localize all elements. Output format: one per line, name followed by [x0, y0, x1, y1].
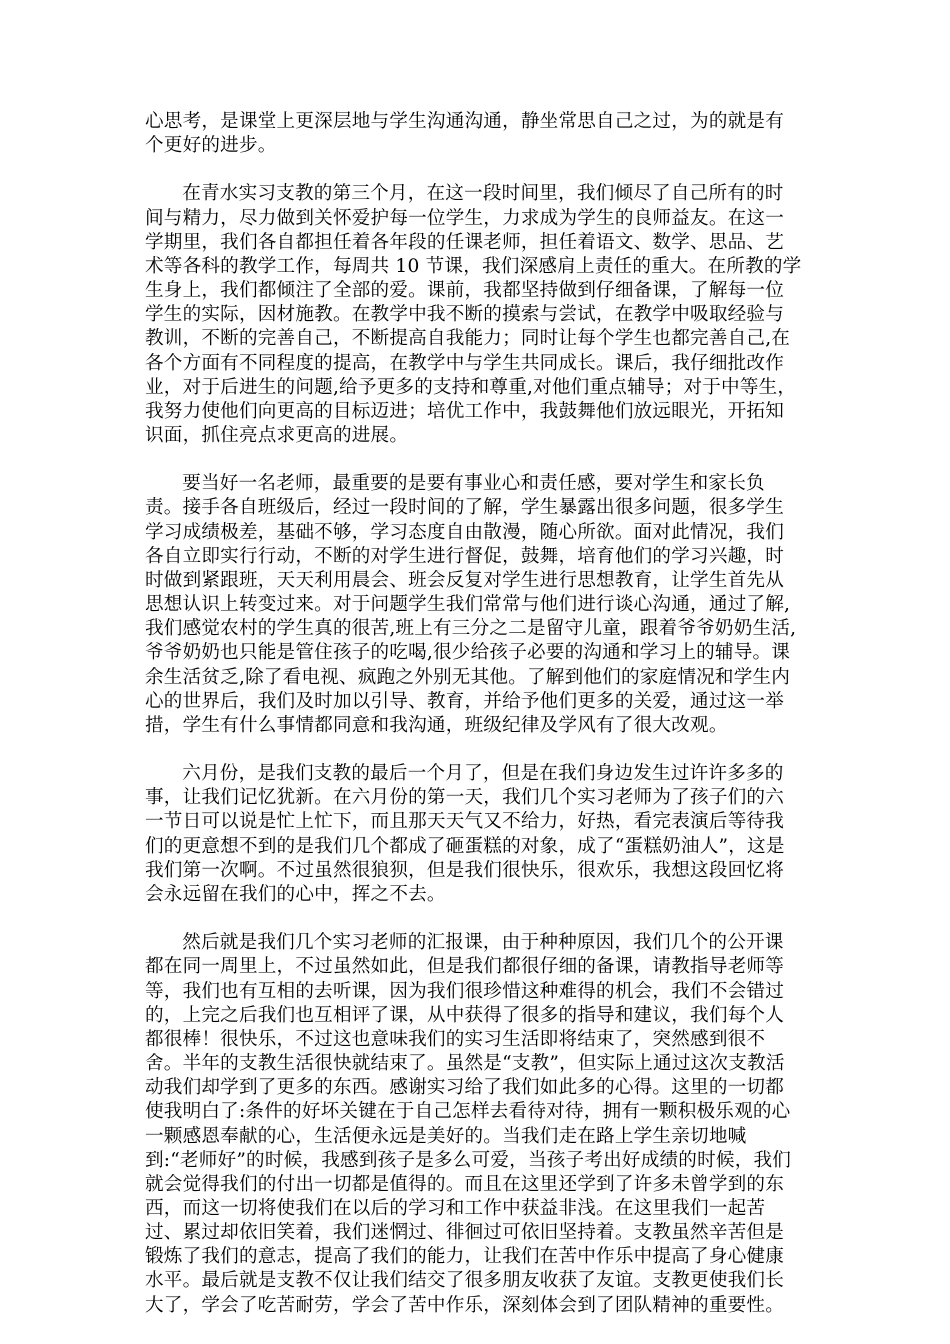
text-line: 水平。最后就是支教不仅让我们结交了很多朋友收获了友谊。支教更使我们长 — [145, 1270, 784, 1292]
paragraph — [145, 182, 810, 448]
text-line: 学生的实际，因材施教。在教学中我不断的摸索与尝试，在教学中吸取经验与 — [145, 304, 784, 326]
paragraph — [145, 110, 810, 158]
text-line: 间与精力，尽力做到关怀爱护每一位学生，力求成为学生的良师益友。在这一 — [145, 207, 784, 229]
text-line: 到:“老师好”的时候，我感到孩子是多么可爱，当孩子考出好成绩的时候，我们 — [145, 1149, 792, 1171]
text-line: 在青水实习支教的第三个月，在这一段时间里，我们倾尽了自己所有的时 — [182, 183, 784, 205]
text-line: 术等各科的教学工作，每周共 10 节课，我们深感肩上责任的重大。在所教的学 — [145, 255, 802, 277]
text-line: 过、累过却依旧笑着，我们迷惘过、徘徊过可依旧坚持着。支教虽然辛苦但是 — [145, 1222, 784, 1244]
paragraph — [145, 762, 810, 907]
text-line: 思想认识上转变过来。对于问题学生我们常常与他们进行谈心沟通，通过了解, — [145, 594, 791, 616]
text-line: 我们感觉农村的学生真的很苦,班上有三分之二是留守儿童，跟着爷爷奶奶生活, — [145, 618, 797, 640]
text-line: 我努力使他们向更高的目标迈进；培优工作中，我鼓舞他们放远眼光，开拓知 — [145, 400, 784, 422]
text-line: 会永远留在我们的心中，挥之不去。 — [145, 883, 446, 905]
text-line: 们的更意想不到的是我们几个都成了砸蛋糕的对象，成了“蛋糕奶油人”，这是 — [145, 835, 785, 857]
document-page — [145, 110, 810, 1342]
text-line: 余生活贫乏,除了看电视、疯跑之外别无其他。了解到他们的家庭情况和学生内 — [145, 666, 791, 688]
text-line: 心思考，是课堂上更深层地与学生沟通沟通，静坐常思自己之过，为的就是有 — [145, 111, 784, 132]
text-line: 舍。半年的支教生活很快就结束了。虽然是“支教”，但实际上通过这次支教活 — [145, 1053, 785, 1075]
paragraph — [145, 472, 810, 738]
text-line: 学期里，我们各自都担任着各年段的任课老师，担任着语文、数学、思品、艺 — [145, 231, 784, 253]
text-line: 六月份，是我们支教的最后一个月了，但是在我们身边发生过许许多多的 — [182, 763, 784, 785]
paragraph — [145, 931, 810, 1318]
text-line: 爷爷奶奶也只能是管住孩子的吃喝,很少给孩子必要的沟通和学习上的辅导。课 — [145, 642, 791, 664]
text-line: 一颗感恩奉献的心，生活便永远是美好的。当我们走在路上学生亲切地喊 — [145, 1125, 747, 1147]
text-line: 生身上，我们都倾注了全部的爱。课前，我都坚持做到仔细备课，了解每一位 — [145, 280, 784, 302]
text-line: 等，我们也有互相的去听课，因为我们很珍惜这种难得的机会，我们不会错过 — [145, 980, 784, 1002]
text-line: 的，上完之后我们也互相评了课，从中获得了很多的指导和建议，我们每个人 — [145, 1004, 784, 1026]
text-line: 责。接手各自班级后，经过一段时间的了解，学生暴露出很多问题，很多学生 — [145, 497, 784, 519]
text-line: 就会觉得我们的付出一切都是值得的。而且在这里还学到了许多未曾学到的东 — [145, 1173, 784, 1195]
text-line: 各个方面有不同程度的提高，在教学中与学生共同成长。课后，我仔细批改作 — [145, 352, 784, 374]
text-line: 学习成绩极差，基础不够，学习态度自由散漫，随心所欲。面对此情况，我们 — [145, 521, 784, 543]
text-line: 动我们却学到了更多的东西。感谢实习给了我们如此多的心得。这里的一切都 — [145, 1077, 784, 1099]
text-line: 西，而这一切将使我们在以后的学习和工作中获益非浅。在这里我们一起苦 — [145, 1197, 766, 1219]
text-line: 要当好一名老师，最重要的是要有事业心和责任感，要对学生和家长负 — [182, 473, 765, 495]
text-line: 我们第一次啊。不过虽然很狼狈，但是我们很快乐，很欢乐，我想这段回忆将 — [145, 859, 784, 881]
text-line: 教训，不断的完善自己，不断提高自我能力；同时让每个学生也都完善自己,在 — [145, 328, 791, 350]
text-line: 一节日可以说是忙上忙下，而且那天天气又不给力，好热，看完表演后等待我 — [145, 811, 784, 833]
text-line: 都很棒！很快乐，不过这也意味我们的实习生活即将结束了，突然感到很不 — [145, 1028, 766, 1050]
text-line: 大了，学会了吃苦耐劳，学会了苦中作乐，深刻体会到了团队精神的重要性。 — [145, 1294, 784, 1316]
text-line: 使我明白了:条件的好坏关键在于自己怎样去看待对待，拥有一颗积极乐观的心 — [145, 1101, 791, 1123]
text-line: 都在同一周里上，不过虽然如此，但是我们都很仔细的备课，请教指导老师等 — [145, 956, 784, 978]
text-line: 然后就是我们几个实习老师的汇报课，由于种种原因，我们几个的公开课 — [182, 932, 784, 954]
text-line: 措，学生有什么事情都同意和我沟通，班级纪律及学风有了很大改观。 — [145, 714, 728, 736]
text-line: 识面，抓住亮点求更高的进展。 — [145, 425, 409, 447]
text-line: 个更好的进步。 — [145, 135, 277, 157]
text-line: 各自立即实行行动，不断的对学生进行督促，鼓舞，培育他们的学习兴趣，时 — [145, 545, 784, 567]
text-line: 业，对于后进生的问题,给予更多的支持和尊重,对他们重点辅导；对于中等生， — [145, 376, 797, 398]
text-line: 时做到紧跟班，天天利用晨会、班会反复对学生进行思想教育，让学生首先从 — [145, 569, 784, 591]
text-line: 锻炼了我们的意志，提高了我们的能力，让我们在苦中作乐中提高了身心健康 — [145, 1246, 784, 1268]
text-line: 事，让我们记忆犹新。在六月份的第一天，我们几个实习老师为了孩子们的六 — [145, 787, 784, 809]
text-line: 心的世界后，我们及时加以引导、教育，并给予他们更多的关爱，通过这一举 — [145, 690, 784, 712]
